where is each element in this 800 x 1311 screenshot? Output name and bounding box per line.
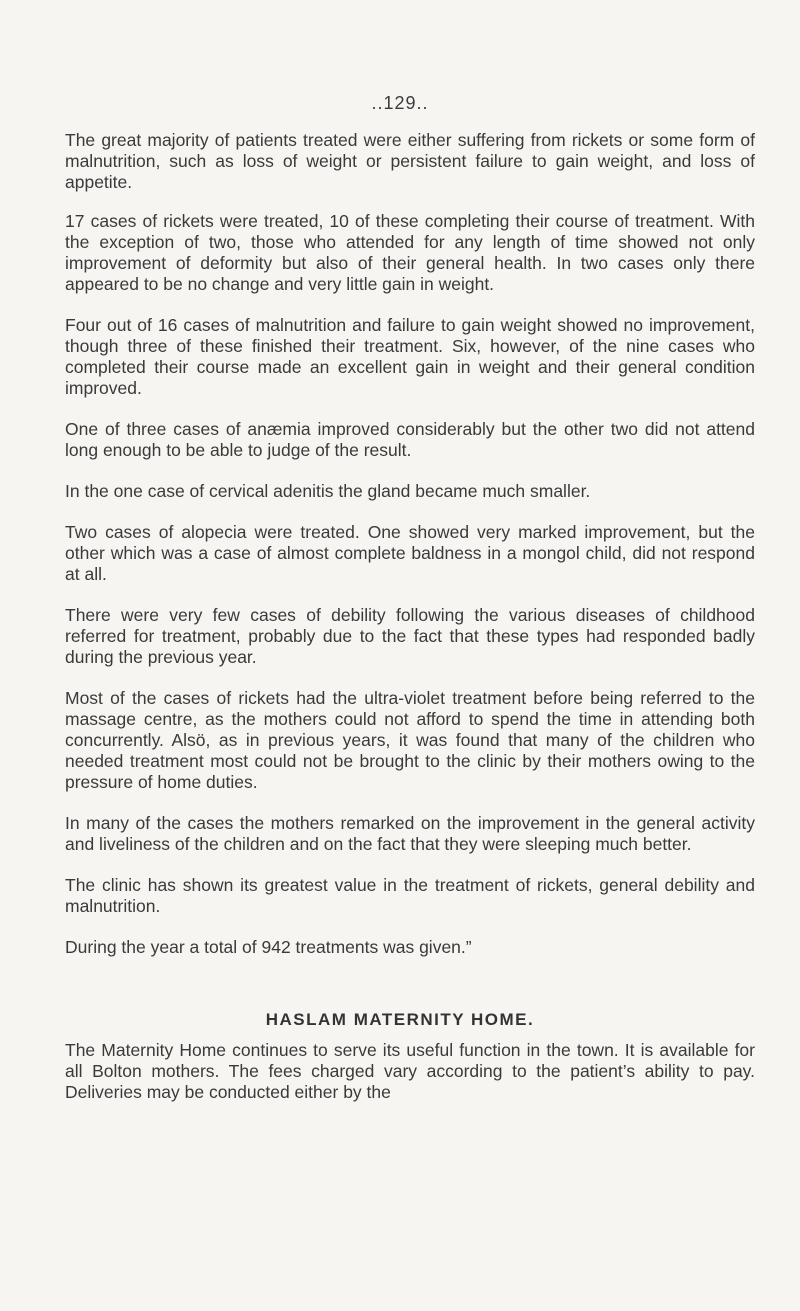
paragraph-debility: There were very few cases of debility following the various diseases of childhood referred for treatment, probably due to the fact that these types had responded badly during the previous year. (65, 605, 755, 667)
paragraph-maternity-home: The Maternity Home continues to serve its useful function in the town. It is available for all Bolton mothers. The fees charged vary according to the patient’s ability to pay. Deliveries may be conducted either by the (65, 1040, 755, 1102)
paragraph-total-treatments: During the year a total of 942 treatments was given.” (65, 937, 472, 957)
maternity-home-section (65, 1040, 755, 1123)
paragraph-adenitis: In the one case of cervical adenitis the gland became much smaller. (65, 481, 591, 501)
paragraph-rickets: 17 cases of rickets were treated, 10 of these completing their course of treatment. With the exception of two, those who attended for any length of time showed not only improvement of deformity but also of their general health. In two cases only there appeared to be no change and very little gain in weight. (65, 211, 755, 294)
paragraph-malnutrition: Four out of 16 cases of malnutrition and failure to gain weight showed no improvement, though three of these finished their treatment. Six, however, of the nine cases who completed their course made an excellent gain in weight and their general condition improved. (65, 315, 755, 398)
paragraph-mothers-remarks: In many of the cases the mothers remarked on the improvement in the general activity and liveliness of the children and on the fact that they were sleeping much better. (65, 813, 755, 854)
page-number: ..129.. (371, 93, 429, 113)
section-heading: HASLAM MATERNITY HOME. (265, 1010, 535, 1029)
paragraph-alopecia: Two cases of alopecia were treated. One showed very marked improvement, but the other which was a case of almost complete baldness in a mongol child, did not respond at all. (65, 522, 755, 584)
paragraph-ultraviolet: Most of the cases of rickets had the ultra-violet treatment before being referred to the massage centre, as the mothers could not afford to spend the time in attending both concurrently. Alsö, as in previous years, it was found that many of the children who needed treatment most could not be brought to the clinic by their mothers owing to the pressure of home duties. (65, 688, 755, 792)
paragraph-anaemia: One of three cases of anæmia improved considerably but the other two did not attend long enough to be able to judge of the result. (65, 419, 755, 460)
report-body (65, 130, 755, 978)
paragraph-clinic-value: The clinic has shown its greatest value in the treatment of rickets, general debility and malnutrition. (65, 875, 755, 916)
paragraph-majority: The great majority of patients treated were either suffering from rickets or some form of malnutrition, such as loss of weight or persistent failure to gain weight, and loss of appetite. (65, 130, 755, 192)
